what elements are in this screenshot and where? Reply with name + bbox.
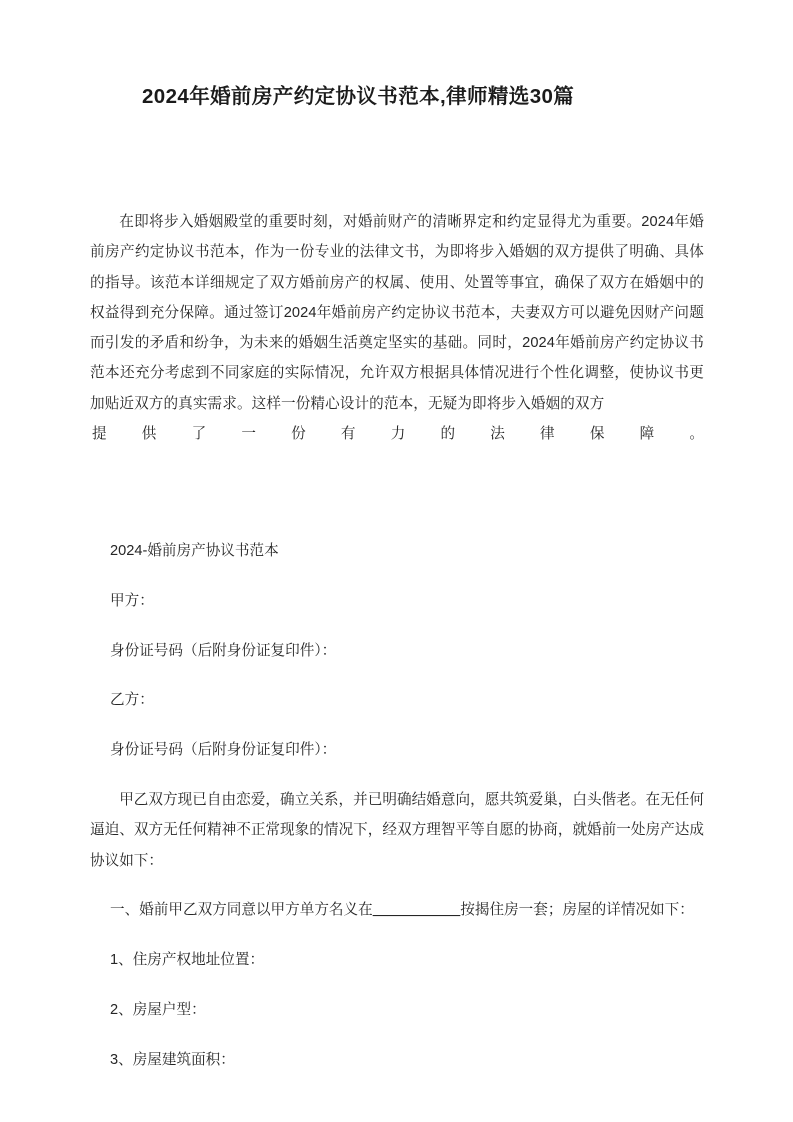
- intro-last-char-2: 了: [191, 426, 207, 443]
- clause-one-prefix: 一、婚前甲乙双方同意以甲方单方名义在: [110, 902, 373, 919]
- recital-paragraph: 甲乙双方现已自由恋爱，确立关系，并已明确结婚意向，愿共筑爱巢，白头偕老。在无任何逼迫、双方无任何精神不正常现象的情况下，经双方理智平等自愿的协商，就婚前一处房产达成协议如下：: [90, 791, 704, 869]
- clause-one: [90, 895, 704, 925]
- intro-last-char-4: 份: [291, 426, 306, 443]
- intro-last-char-6: 力: [390, 426, 406, 443]
- party-a-id-label: 身份证号码（后附身份证复印件）：: [110, 642, 337, 659]
- body-section: [90, 536, 704, 1075]
- clause-one-suffix: 按揭住房一套；房屋的详情况如下：: [460, 902, 694, 919]
- intro-paragraph: 在即将步入婚姻殿堂的重要时刻，对婚前财产的清晰界定和约定显得尤为重要。2024年婚前房产约定协议书范本，作为一份专业的法律文书，为即将步入婚姻的双方提供了明确、具体的指导。该范本详细规定了双方婚前房产的权属、使用、处置等事宜，确保了双方在婚姻中的权益得到充分保障。通过签订2024年婚前房产约定协议书范本，夫妻双方可以避免因财产问题而引发的矛盾和纷争，为未来的婚姻生活奠定坚实的基础。同时，2024年婚前房产约定协议书范本还充分考虑到不同家庭的实际情况，允许双方根据具体情况进行个性化调整，使协议书更加贴近双方的真实需求。这样一份精心设计的范本，无疑为即将步入婚姻的双方: [90, 214, 704, 412]
- intro-last-char-11: 障: [639, 426, 655, 443]
- clause-item-1: 1、住房产权地址位置：: [110, 952, 265, 969]
- intro-last-char-0: 提: [92, 426, 107, 443]
- intro-section: [90, 207, 704, 449]
- clause-item-3: 3、房屋建筑面积：: [110, 1051, 235, 1068]
- intro-last-char-10: 保: [589, 426, 605, 443]
- intro-last-char-1: 供: [141, 426, 157, 443]
- party-a-label: 甲方：: [110, 592, 154, 609]
- intro-last-char-9: 律: [540, 426, 555, 443]
- intro-last-char-5: 有: [340, 426, 356, 443]
- clause-one-blank-field[interactable]: ＿＿＿＿＿＿: [372, 902, 461, 919]
- intro-last-char-3: 一: [241, 426, 256, 443]
- page-title: 2024年婚前房产约定协议书范本,律师精选30篇: [142, 84, 575, 108]
- intro-last-char-12: 。: [689, 426, 704, 443]
- party-b-label: 乙方：: [110, 692, 154, 709]
- intro-last-char-8: 法: [490, 426, 505, 443]
- intro-last-line: [90, 419, 704, 449]
- intro-last-char-7: 的: [440, 426, 456, 443]
- party-b-id-label: 身份证号码（后附身份证复印件）：: [110, 742, 337, 759]
- clause-item-2: 2、房屋户型：: [110, 1001, 206, 1018]
- body-heading: 2024-婚前房产协议书范本: [110, 543, 279, 559]
